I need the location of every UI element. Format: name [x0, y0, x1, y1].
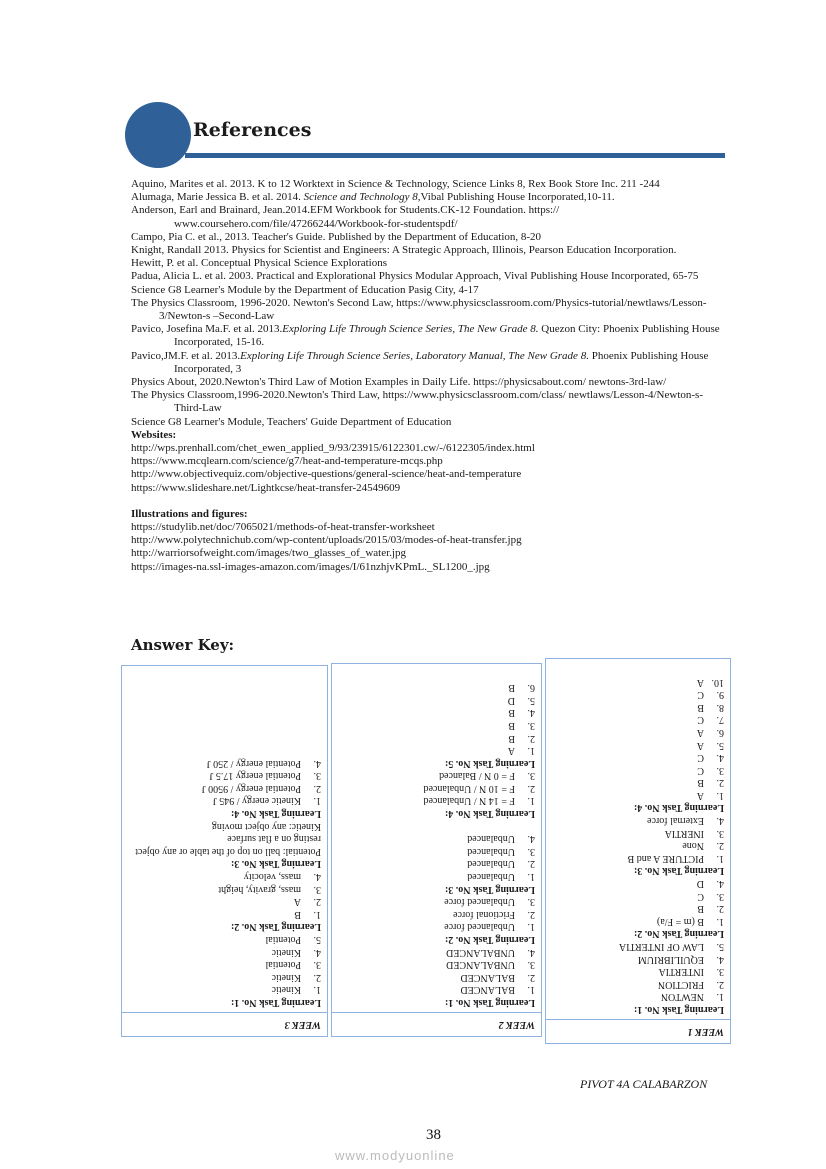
item-number: 2. [716, 903, 724, 915]
item-answer: LAW OF INTERTIA [618, 941, 704, 953]
reference-entries [131, 178, 731, 429]
item-answer: Unbalanced force [444, 896, 515, 908]
answer-item [552, 851, 724, 864]
item-number: 2. [527, 782, 535, 794]
item-number: 6. [716, 726, 724, 738]
item-answer: FRICTION [657, 978, 704, 990]
answer-item [128, 895, 321, 908]
item-answer: C [697, 764, 704, 776]
answer-key-heading: Answer Key: [131, 636, 235, 654]
item-number: 2. [527, 858, 535, 870]
answer-text: Potential: ball on top of the table or any object resting on a flat surface [135, 833, 321, 857]
item-answer: A [696, 726, 704, 738]
learning-task-heading: Learning Task No. 1: [444, 997, 535, 1008]
reference-entry: Anderson, Earl and Brainard, Jean.2014.EFM Workbook for Students.CK-12 Foundation. https:// www.coursehero.com/file/47266244/Workbook-for-studentspdf/ [131, 204, 560, 230]
learning-task-heading: Learning Task No. 4: [444, 808, 535, 820]
week-label: WEEK 2 [332, 1012, 541, 1036]
learning-task-heading: Learning Task No. 2: [444, 934, 535, 946]
item-answer: A [696, 739, 704, 751]
answer-item [128, 983, 321, 996]
learning-task-heading: Learning Task No. 1: [633, 1004, 724, 1015]
reference-entry: The Physics Classroom, 1996-2020. Newton's Second Law, https://www.physicsclassroom.com/Physics-tutorial/newtlaws/Lesson-3/Newton-s –Second-Law [131, 296, 707, 323]
item-number: 4. [716, 953, 724, 965]
item-number: 1. [716, 789, 724, 801]
item-number: 1. [527, 745, 535, 757]
watermark: www.modyuonline [335, 1148, 455, 1163]
item-number: 2. [716, 978, 724, 990]
answer-item [128, 932, 321, 945]
item-answer: Unbalanced force [444, 921, 515, 933]
item-answer: Kinetic energy / 945 J [212, 795, 301, 807]
item-number: 4. [716, 878, 724, 890]
answer-item [128, 794, 321, 807]
answer-item [128, 882, 321, 895]
item-number: 1. [313, 795, 321, 807]
item-answer: F = 14 N / Unbalanced [423, 795, 515, 807]
reference-entry [131, 191, 731, 204]
item-number: 1. [527, 921, 535, 933]
item-number: 2. [313, 896, 321, 908]
item-number: 1. [527, 795, 535, 807]
item-answer: D [507, 694, 515, 706]
reference-publisher: ,Vibal Publishing House Incorporated,10-11. [417, 191, 615, 204]
item-answer: None [682, 840, 704, 852]
item-number: 3. [527, 845, 535, 857]
answer-item [552, 939, 724, 952]
answer-item [338, 869, 535, 882]
answer-item [552, 688, 724, 701]
item-number: 1. [716, 991, 724, 1003]
answer-item [552, 889, 724, 902]
item-number: 1. [716, 852, 724, 864]
item-answer: mass, gravity, height [218, 883, 301, 895]
reference-author: Alumaga, Marie Jessica B. et al. 2014. [131, 191, 304, 204]
item-number: 3. [716, 827, 724, 839]
answer-item [128, 945, 321, 958]
answer-item [552, 788, 724, 801]
item-answer: Frictional force [453, 908, 515, 920]
answer-item [552, 965, 724, 978]
answer-item [338, 731, 535, 744]
week-answers [122, 752, 327, 1012]
answer-item [552, 776, 724, 789]
websites-heading: Websites: [131, 428, 177, 441]
reference-entry: Science G8 Learner's Module by the Department of Education Pasig City, 4-17 [131, 283, 479, 296]
item-number: 4. [527, 833, 535, 845]
item-number: 10. [711, 676, 724, 688]
reference-entry: Aquino, Marites et al. 2013. K to 12 Worktext in Science & Technology, Science Links 8, Rex Book Store Inc. 211 -244 [131, 178, 660, 190]
reference-entry: Hewitt, P. et al. Conceptual Physical Science Explorations [131, 257, 388, 270]
item-answer: C [697, 890, 704, 902]
answer-item [338, 907, 535, 920]
item-number: 9. [716, 689, 724, 701]
answer-item [128, 756, 321, 769]
item-answer: Unbalanced [467, 871, 515, 883]
answer-item [338, 970, 535, 983]
learning-task-heading: Learning Task No. 1: [230, 997, 321, 1008]
item-answer: B [697, 701, 704, 713]
answer-item [552, 876, 724, 889]
reference-entry [131, 323, 731, 349]
footer-label: PIVOT 4A CALABARZON [580, 1077, 708, 1091]
item-number: 4. [527, 707, 535, 719]
reference-publisher: Phoenix Publishing House Incorporated, 3 [174, 349, 709, 375]
spacer [338, 819, 535, 832]
website-link: http://wps.prenhall.com/chet_ewen_applied_9/93/23915/6122301.cw/-/6122305/index.html [131, 442, 535, 455]
item-answer: B [508, 719, 515, 731]
week-label: WEEK 1 [546, 1019, 730, 1043]
answer-item [338, 718, 535, 731]
answer-item [338, 895, 535, 908]
answer-item [552, 763, 724, 776]
answer-item [552, 738, 724, 751]
item-answer: BALANCED [460, 971, 515, 983]
item-number: 1. [313, 908, 321, 920]
item-number: 3. [527, 959, 535, 971]
reference-title: Exploring Life Through Science Series, Laboratory Manual, The New Grade 8. [240, 349, 589, 362]
item-number: 3. [313, 770, 321, 782]
answer-item [552, 952, 724, 965]
page-number: 38 [426, 1127, 441, 1143]
item-answer: B [697, 777, 704, 789]
item-number: 3. [527, 770, 535, 782]
item-answer: EQUILIBRIUM [637, 953, 704, 965]
answer-item [338, 983, 535, 996]
answer-item [128, 781, 321, 794]
item-number: 3. [716, 890, 724, 902]
item-answer: B [697, 903, 704, 915]
item-answer: Potential energy / 250 J [206, 757, 301, 769]
item-answer: UNBALANCED [446, 959, 515, 971]
reference-entry: Science G8 Learner's Module, Teachers' Guide Department of Education [131, 415, 452, 428]
answer-text: Kinetic: any object moving [211, 820, 321, 832]
reference-entry: Knight, Randall 2013. Physics for Scientist and Engineers: A Strategic Approach, Illinois, Pearson Education Incorporation. [131, 244, 677, 257]
item-number: 1. [527, 871, 535, 883]
item-answer: B [508, 707, 515, 719]
answer-item [552, 990, 724, 1003]
item-answer: B [508, 732, 515, 744]
week-answers [332, 677, 541, 1012]
page-title: References [193, 119, 312, 141]
item-answer: D [696, 878, 704, 890]
item-number: 5. [716, 739, 724, 751]
illustration-links [131, 521, 731, 574]
learning-task-heading: Learning Task No. 3: [444, 883, 535, 895]
reference-entry: Campo, Pia C. et al., 2013. Teacher's Guide. Published by the Department of Education, 8-20 [131, 230, 542, 243]
item-number: 2. [527, 971, 535, 983]
title-divider [185, 153, 725, 158]
item-number: 1. [527, 984, 535, 996]
item-number: 3. [313, 959, 321, 971]
answer-item [552, 914, 724, 927]
item-number: 4. [527, 946, 535, 958]
item-answer: F = 0 N / Balanced [439, 770, 515, 782]
learning-task-heading: Learning Task No. 5: [444, 757, 535, 769]
item-answer: B [508, 682, 515, 694]
answer-item [552, 675, 724, 688]
answer-item [338, 794, 535, 807]
item-answer: B (m = F/a) [656, 915, 704, 927]
answer-item [338, 781, 535, 794]
website-link: http://www.objectivequiz.com/objective-questions/general-science/heat-and-temperature [131, 468, 522, 481]
answer-item [128, 869, 321, 882]
answer-item [338, 832, 535, 845]
item-answer: A [293, 896, 301, 908]
learning-task-heading: Learning Task No. 3: [230, 858, 321, 870]
item-answer: INERTIA [664, 827, 704, 839]
reference-entry [131, 350, 731, 376]
item-number: 3. [313, 883, 321, 895]
item-number: 2. [313, 782, 321, 794]
learning-task-heading: Learning Task No. 4: [230, 808, 321, 820]
item-answer: NEWTON [660, 991, 704, 1003]
answer-item [552, 700, 724, 713]
item-number: 7. [716, 714, 724, 726]
answer-key-week-3 [121, 665, 328, 1037]
item-answer: A [507, 745, 515, 757]
answer-item [338, 844, 535, 857]
answer-item [338, 706, 535, 719]
answer-item [128, 970, 321, 983]
website-link: https://www.mcqlearn.com/science/g7/heat-and-temperature-mcqs.php [131, 455, 443, 468]
item-answer: B [294, 908, 301, 920]
illustration-link: https://studylib.net/doc/7065021/methods-of-heat-transfer-worksheet [131, 521, 435, 534]
learning-task-heading: Learning Task No. 2: [633, 928, 724, 940]
item-number: 3. [527, 896, 535, 908]
item-answer: BALANCED [460, 984, 515, 996]
item-answer: Kinetic [271, 946, 301, 958]
item-number: 2. [313, 971, 321, 983]
website-link: https://www.slideshare.net/Lightkcse/heat-transfer-24549609 [131, 481, 401, 494]
item-answer: A [696, 676, 704, 688]
item-answer: External force [647, 815, 704, 827]
answer-item [338, 681, 535, 694]
item-number: 6. [527, 682, 535, 694]
item-number: 2. [716, 777, 724, 789]
answer-item [338, 958, 535, 971]
item-answer: C [697, 714, 704, 726]
item-answer: Kinetic [271, 984, 301, 996]
item-number: 4. [716, 752, 724, 764]
reference-entry: The Physics Classroom,1996-2020.Newton's Third Law, https://www.physicsclassroom.com/class/ newtlaws/Lesson-4/Newton-s-Third-Law [131, 389, 703, 415]
item-answer: Potential [265, 934, 301, 946]
item-number: 5. [313, 934, 321, 946]
item-answer: Unbalanced [467, 858, 515, 870]
item-number: 4. [313, 871, 321, 883]
item-number: 3. [716, 966, 724, 978]
answer-item [552, 839, 724, 852]
item-answer: UNBALANCED [446, 946, 515, 958]
item-number: 1. [716, 915, 724, 927]
reference-entry: Padua, Alicia L. et al. 2003. Practical and Explorational Physics Modular Approach, Vival Publishing House Incorporated, 65-75 [131, 270, 699, 283]
answer-item [338, 945, 535, 958]
item-number: 3. [716, 764, 724, 776]
answer-item [552, 826, 724, 839]
answer-item [128, 907, 321, 920]
learning-task-heading: Learning Task No. 4: [633, 802, 724, 814]
illustrations-heading: Illustrations and figures: [131, 507, 248, 520]
item-answer: mass, velocity [243, 871, 301, 883]
item-answer: Unbalanced [467, 833, 515, 845]
answer-item [338, 744, 535, 757]
item-number: 3. [527, 719, 535, 731]
illustration-link: https://images-na.ssl-images-amazon.com/images/I/61nzhjvKPmL._SL1200_.jpg [131, 560, 490, 573]
item-answer: PICTURE A and B [627, 852, 704, 864]
item-number: 5. [716, 941, 724, 953]
reference-entry: Physics About, 2020.Newton's Third Law of Motion Examples in Daily Life. https://physicsabout.com/ newtons-3rd-law/ [131, 376, 667, 389]
item-number: 5. [527, 694, 535, 706]
item-answer: Potential energy / 9500 J [201, 782, 301, 794]
answer-item [128, 769, 321, 782]
item-number: 8. [716, 701, 724, 713]
answer-item [552, 713, 724, 726]
answer-item [338, 769, 535, 782]
answer-key-week-2 [331, 663, 542, 1037]
answer-item [552, 751, 724, 764]
answer-item [338, 857, 535, 870]
item-number: 1. [313, 984, 321, 996]
item-number: 2. [527, 908, 535, 920]
item-answer: F = 10 N / Unbalanced [423, 782, 515, 794]
week-label: WEEK 3 [122, 1012, 327, 1036]
item-number: 4. [313, 757, 321, 769]
learning-task-heading: Learning Task No. 2: [230, 921, 321, 933]
item-number: 2. [716, 840, 724, 852]
week-answers [546, 671, 730, 1019]
item-number: 2. [527, 732, 535, 744]
reference-publisher: Quezon City: Phoenix Publishing House Incorporated, 15-16. [174, 323, 720, 349]
answer-item [338, 920, 535, 933]
reference-title: Exploring Life Through Science Series, The New Grade 8. [282, 323, 539, 336]
answer-item [128, 958, 321, 971]
item-answer: Potential energy 17.5 J [209, 770, 301, 782]
learning-task-heading: Learning Task No. 3: [633, 865, 724, 877]
answer-item [552, 902, 724, 915]
answer-item [552, 725, 724, 738]
item-answer: C [697, 752, 704, 764]
item-number: 4. [716, 815, 724, 827]
illustration-link: http://www.polytechnichub.com/wp-content/uploads/2015/03/modes-of-heat-transfer.jpg [131, 534, 522, 547]
item-answer: Potential [265, 959, 301, 971]
item-answer: C [697, 689, 704, 701]
references-list [131, 178, 731, 574]
answer-item [552, 814, 724, 827]
item-answer: Kinetic [271, 971, 301, 983]
answer-item [552, 977, 724, 990]
item-answer: INTERTIA [658, 966, 704, 978]
spacer [131, 495, 731, 508]
illustration-link: http://warriorsofweight.com/images/two_glasses_of_water.jpg [131, 547, 406, 560]
item-answer: Unbalanced [467, 845, 515, 857]
website-links [131, 442, 731, 495]
header-circle-icon [125, 102, 191, 168]
item-number: 4. [313, 946, 321, 958]
answer-key-week-1 [545, 658, 731, 1044]
reference-author: Pavico,JM.F. et al. 2013. [131, 349, 241, 362]
answer-item [338, 693, 535, 706]
reference-author: Pavico, Josefina Ma.F. et al. 2013. [131, 323, 283, 336]
item-answer: A [696, 789, 704, 801]
reference-title: Science and Technology 8 [303, 191, 418, 204]
